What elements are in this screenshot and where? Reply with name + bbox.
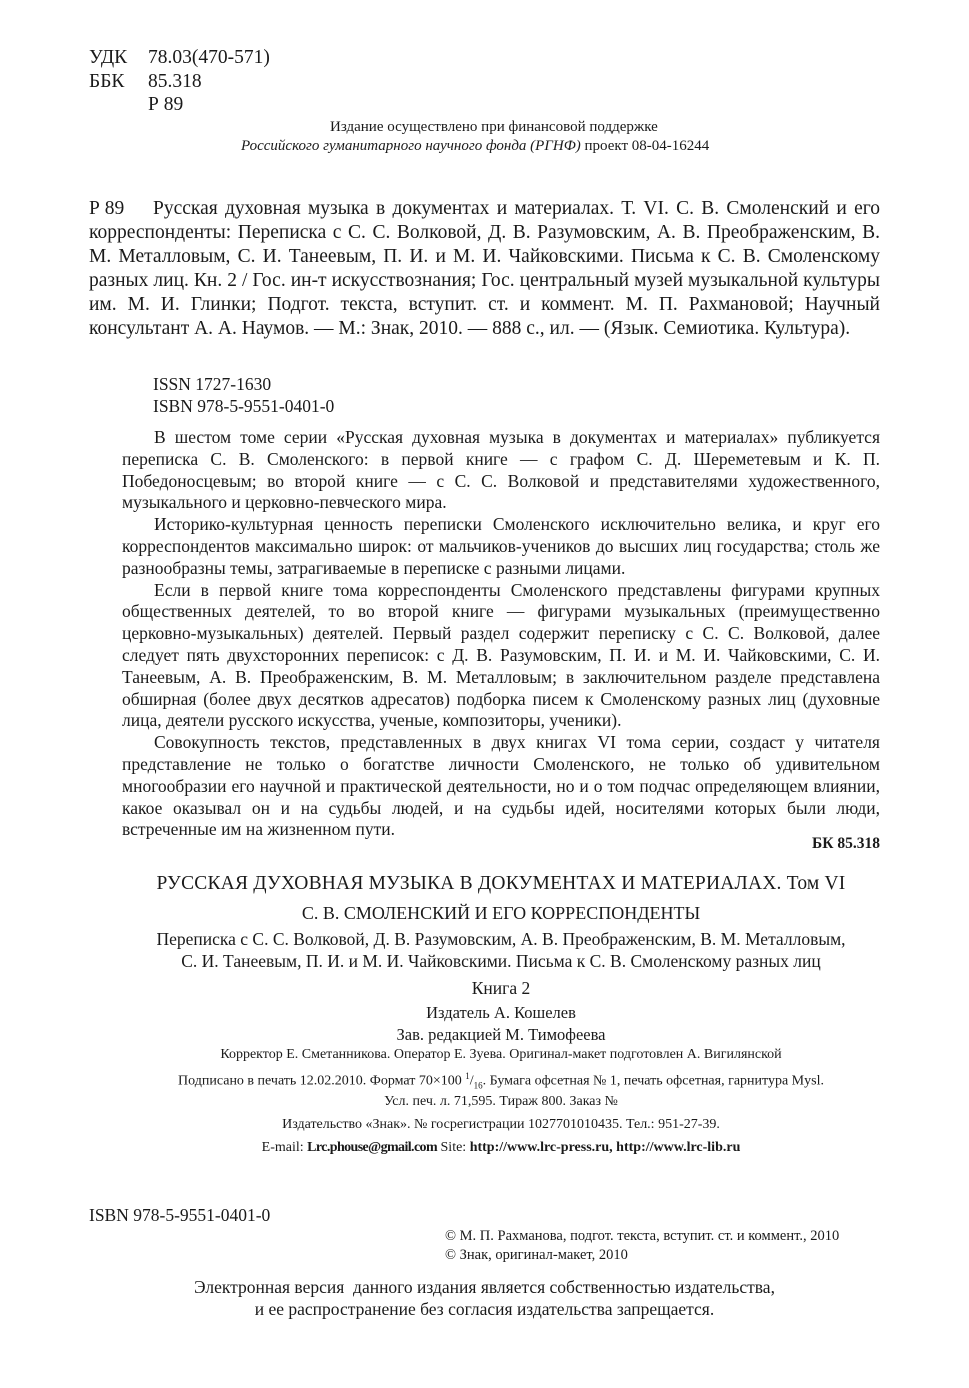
- classification-block: [89, 46, 270, 117]
- electronic-notice: [0, 1277, 969, 1320]
- bbk-value: 85.318: [148, 70, 202, 92]
- format-fraction-denominator: 16: [473, 1080, 483, 1091]
- paper-details: . Бумага офсетная № 1, печать офсетная, гарнитура Mysl.: [482, 1073, 824, 1089]
- notice-line-2: и ее распространение без согласия издательства запрещается.: [254, 1298, 715, 1319]
- editor-name: Зав. редакцией М. Тимофеева: [396, 1025, 606, 1044]
- bk-code: БК 85.318: [812, 835, 880, 852]
- author-sign: Р 89: [148, 94, 184, 115]
- volume-subtitle: [122, 928, 880, 972]
- bbk-row: [89, 70, 270, 94]
- email-label: E-mail:: [261, 1140, 308, 1155]
- isbn-block: [153, 373, 334, 417]
- print-run: Усл. печ. л. 71,595. Тираж 800. Заказ №: [384, 1094, 618, 1109]
- biblio-code: Р 89: [89, 198, 125, 219]
- udk-row: [89, 46, 270, 70]
- volume-title: С. В. СМОЛЕНСКИЙ И ЕГО КОРРЕСПОНДЕНТЫ: [301, 903, 701, 923]
- annotation-paragraph: Совокупность текстов, представленных в двух книгах VI тома серии, создаст у читателя представление не только о богатстве личности Смоленского, не только об удивительном многообразии его научной и практической деятельности, но и о том подчас определяющем влиянии, какое оказывал он и на судьбы людей, и на судьбы идей, носителями которых были люди, встреченные им на жизненном пути.: [122, 732, 880, 840]
- bibliographic-record: [89, 197, 880, 341]
- copyright-line-1: © М. П. Рахманова, подгот. текста, вступит. ст. и коммент., 2010: [445, 1228, 840, 1244]
- issn: ISSN 1727-1630: [153, 374, 272, 394]
- site-label: Site:: [437, 1140, 470, 1155]
- annotation-paragraph: Историко-культурная ценность переписки Смоленского исключительно велика, и круг его корреспондентов максимально широк: от мальчиков-учеников до высших лиц государства; столь же разнообразны темы, затрагиваемые в переписке с разными лицами.: [122, 514, 880, 578]
- funding-line-2: [241, 137, 709, 157]
- isbn-bottom: ISBN 978-5-9551-0401-0: [89, 1205, 271, 1225]
- isbn: ISBN 978-5-9551-0401-0: [153, 396, 335, 416]
- annotation-paragraph: Если в первой книге тома корреспонденты Смоленского представлены фигурами крупных общественных деятелей, то во второй книге — фигурами музыкальных (преимущественно церковно-музыкальных) деятелей. Первый раздел содержит переписку с С. С. Волковой, далее следует пять двухсторонних переписок: с Д. В. Разумовским, П. И. и М. И. Чайковскими, С. И. Танеевым, А. В. Преображенским, В. М. Металловым; в заключительном разделе представлена обширная (более двух десятков адресатов) подборка писем к Смоленскому разных лиц (духовные лица, деятели русского искусства, ученые, композиторы, ученики).: [122, 579, 880, 731]
- fund-name: Российского гуманитарного научного фонда (РГНФ): [241, 138, 581, 154]
- publishing-house: Издательство «Знак». № госрегистрации 1027701010435. Тел.: 951-27-39.: [282, 1117, 720, 1132]
- udk-value: 78.03(470-571): [148, 47, 270, 68]
- author-sign-row: [89, 93, 270, 117]
- bbk-label: ББК: [89, 70, 125, 92]
- publisher-name: Издатель А. Кошелев: [426, 1003, 576, 1022]
- contacts: [122, 1140, 880, 1156]
- email-link[interactable]: Lrc.phouse@gmail.com: [307, 1140, 438, 1155]
- signed-text: Подписано в печать 12.02.2010. Формат 70×100: [178, 1073, 466, 1089]
- project-number: проект 08-04-16244: [580, 138, 710, 154]
- udk-label: УДК: [89, 47, 128, 68]
- staff-credits: Корректор Е. Сметанникова. Оператор Е. Зуева. Оригинал-макет подготовлен А. Вигилянской: [220, 1047, 782, 1062]
- format-fraction-numerator: 1: [465, 1071, 470, 1081]
- subtitle-line-1: Переписка с С. С. Волковой, Д. В. Разумовским, А. В. Преображенским, В. М. Металловым,: [156, 929, 846, 949]
- annotation-paragraph: В шестом томе серии «Русская духовная музыка в документах и материалах» публикуется переписка С. В. Смоленского: в первой книге — с графом С. Д. Шереметевым и К. П. Победоносцевым; во второй книге — с С. С. Волковой и представителями художественного, музыкального и церковно-певческого мира.: [122, 427, 880, 513]
- notice-line-1: Электронная версия данного издания является собственностью издательства,: [194, 1277, 775, 1297]
- print-details: Подписано в печать 12.02.2010. Формат 70×100 $^1/_{16}$. Бумага офсетная № 1, печать офсетная, гарнитура Mysl.: [178, 1071, 824, 1091]
- copyright-block: [445, 1227, 839, 1265]
- series-title: РУССКАЯ ДУХОВНАЯ МУЗЫКА В ДОКУМЕНТАХ И МАТЕРИАЛАХ. Том VI: [156, 873, 846, 894]
- site-links[interactable]: http://www.lrc-press.ru, http://www.lrc-lib.ru: [469, 1140, 741, 1155]
- book-number: Книга 2: [471, 978, 531, 998]
- biblio-text: Русская духовная музыка в документах и материалах. Т. VI. С. В. Смоленский и его корреспонденты: Переписка с С. С. Волковой, Д. В. Разумовским, А. В. Преображенским, В. М. Металловым, С. И. Танеевым, П. И. и М. И. Чайковскими. Письма к С. В. Смоленскому разных лиц. Кн. 2 / Гос. ин-т искусствознания; Гос. центральный музей музыкальной культуры им. М. И. Глинки; Подгот. текста, вступит. ст. и коммент. М. П. Рахмановой; Научный консультант А. А. Наумов. — М.: Знак, 2010. — 888 с., ил. — (Язык. Семиотика. Культура).: [89, 198, 880, 339]
- funding-line-1: Издание осуществлено при финансовой поддержке: [330, 119, 658, 135]
- copyright-line-2: © Знак, оригинал-макет, 2010: [445, 1247, 628, 1263]
- annotation: [122, 427, 880, 841]
- subtitle-line-2: С. И. Танеевым, П. И. и М. И. Чайковскими. Письма к С. В. Смоленскому разных лиц: [181, 951, 821, 971]
